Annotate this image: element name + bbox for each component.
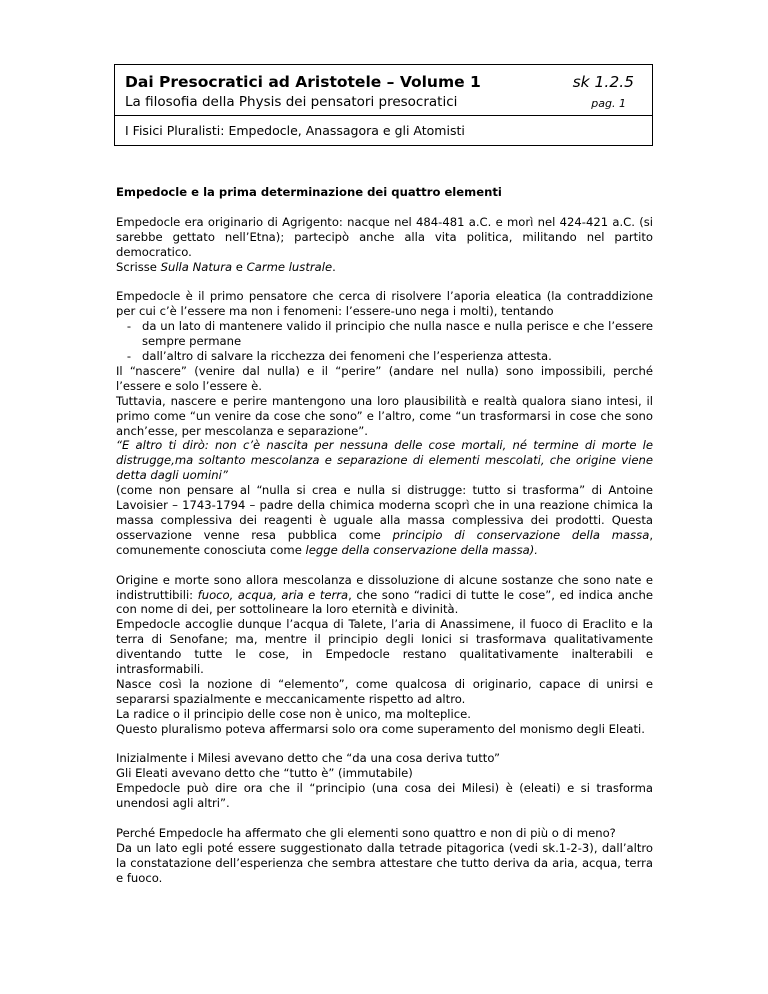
list-item: - dall’altro di salvare la ricchezza dei fenomeni che l’esperienza attesta.	[126, 349, 552, 364]
paragraph-biography: Empedocle era originario di Agrigento: nacque nel 484-481 a.C. e morì nel 424-421 a.C. (si sarebbe gettato nell’Etna); partecipò anche alla vita politica, militando nel partito democratico.	[116, 214, 653, 259]
paragraph-line: Perché Empedocle ha affermato che gli elementi sono quattro e non di più o di meno?	[116, 826, 616, 840]
paragraph-line: Il “nascere” (venire dal nulla) e il “perire” (andare nel nulla) sono impossibili, perché l’essere e solo l’essere è.	[116, 363, 653, 393]
paragraph-line: Gli Eleati avevano detto che “tutto è” (immutabile)	[116, 766, 413, 781]
paragraph-line: Inizialmente i Milesi avevano detto che “da una cosa deriva tutto”	[116, 751, 501, 766]
paragraph-line: La radice o il principio delle cose non è unico, ma molteplice.	[116, 706, 471, 721]
document-header	[114, 64, 653, 146]
work-title: Carme lustrale	[246, 259, 333, 274]
header-title: Dai Presocratici ad Aristotele – Volume 1	[125, 73, 481, 91]
header-code: sk 1.2.5	[572, 73, 634, 91]
paragraph-line: Empedocle può dire ora che il “principio (una cosa dei Milesi) è (eleati) e si trasforma unendosi agli altri”.	[116, 781, 653, 811]
paragraph-line: Questo pluralismo poteva affermarsi solo ora come superamento del monismo degli Eleati.	[116, 721, 645, 736]
paragraph-line: Nasce così la nozione di “elemento”, come qualcosa di originario, capace di unirsi e separarsi spazialmente e meccanicamente rispetto ad altro.	[116, 676, 653, 706]
paragraph-line: Empedocle accoglie dunque l’acqua di Talete, l’aria di Anassimene, il fuoco di Eraclito e la terra di Senofane; ma, mentre il principio degli Ionici si trasformava qualitativamente diventando tutte le cose, in Empedocle restano qualitativamente inalterabili e intrasformabili.	[116, 617, 653, 677]
paragraph-works: Scrisse Sulla Natura e Carme lustrale.	[116, 259, 336, 274]
section-heading: Empedocle e la prima determinazione dei quattro elementi	[116, 185, 502, 199]
paragraph-aporia: Empedocle è il primo pensatore che cerca di risolvere l’aporia eleatica (la contraddizione per cui c’è l’essere ma non i fenomeni: l’essere-uno nega i molti), tentando	[116, 289, 653, 319]
header-subtitle: La filosofia della Physis dei pensatori presocratici	[125, 94, 458, 110]
quote: “E altro ti dirò: non c’è nascita per nessuna delle cose mortali, né termine di morte le distrugge,ma soltanto mescolanza e separazione di elementi mescolati, che origine viene detta dagli uomini”	[116, 438, 653, 483]
header-page-number: pag. 1	[591, 97, 626, 110]
paragraph-elements: Origine e morte sono allora mescolanza e dissoluzione di alcune sostanze che sono nate e indistruttibili: fuoco, acqua, aria e terra, che sono “radici di tutte le cose”, ed indica anche con nome di dei, per sottolineare la loro eternità e divinità.	[116, 572, 654, 617]
paragraph-lavoisier: (come non pensare al “nulla si crea e nulla si distrugge: tutto si trasforma” di Antoine Lavoisier – 1743-1794 – padre della chimica moderna scoprì che in una reazione chimica la massa complessiva dei reagenti è uguale alla massa complessiva dei prodotti. Questa osservazione venne resa pubblica come principio di conservazione della massa, comunemente conosciuta come legge della conservazione della massa).	[116, 483, 653, 557]
header-topic: I Fisici Pluralisti: Empedocle, Anassagora e gli Atomisti	[125, 123, 465, 138]
work-title: Sulla Natura	[160, 259, 233, 274]
list-item: - da un lato di mantenere valido il principio che nulla nasce e nulla perisce e che l’essere sempre permane	[126, 319, 653, 349]
document-body	[116, 185, 653, 886]
paragraph-line: Tuttavia, nascere e perire mantengono una loro plausibilità e realtà qualora siano intesi, il primo come “un venire da cose che sono” e l’altro, come “un trasformarsi in cose che sono anch’esse, per mescolanza e separazione”.	[116, 393, 653, 438]
paragraph-line: Da un lato egli poté essere suggestionato dalla tetrade pitagorica (vedi sk.1-2-3), dall’altro la constatazione dell’esperienza che sembra attestare che tutto deriva da aria, acqua, terra e fuoco.	[116, 840, 653, 885]
header-divider	[115, 115, 652, 116]
